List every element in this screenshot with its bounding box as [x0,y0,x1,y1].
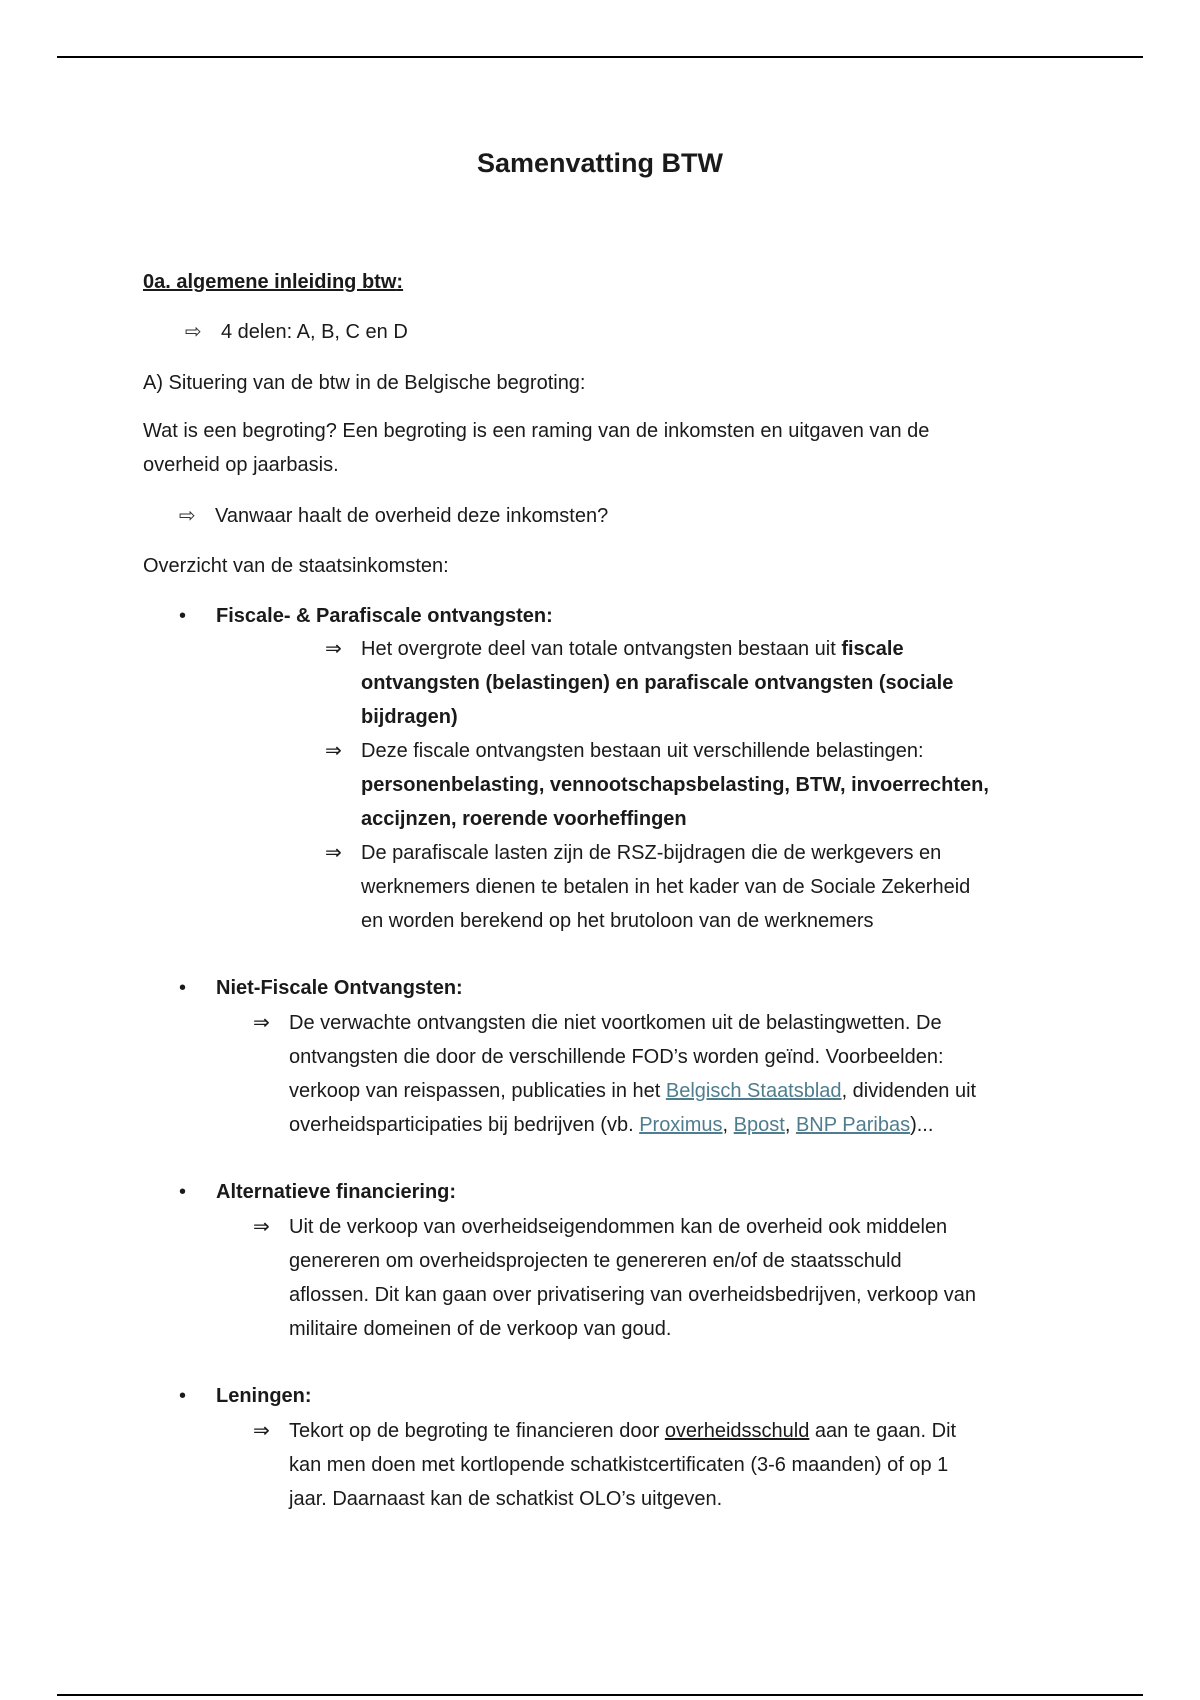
alternative-line-1: Uit de verkoop van overheidseigendommen kan de overheid ook middelen [289,1216,948,1238]
nonfiscal-line-3-b: , dividenden uit [841,1080,977,1102]
separator: , [722,1114,734,1136]
bullet-loans-title: Leningen: [216,1385,312,1407]
loans-line-1-a: Tekort op de begroting te financieren door [289,1420,665,1442]
nonfiscal-line-3 [289,1074,976,1108]
fiscal-sub-2-line-2: personenbelasting, vennootschapsbelasting, BTW, invoerrechten, [361,774,989,796]
link-bnp-paribas[interactable]: BNP Paribas [795,1114,911,1136]
bullet-fiscal [179,599,553,633]
fiscal-sub-1-line-2: ontvangsten (belastingen) en parafiscale ontvangsten (sociale [361,672,954,694]
alternative-line-4: militaire domeinen of de verkoop van goud. [289,1318,672,1340]
bullet-icon: • [179,605,187,627]
nonfiscal-line-4-end: )... [910,1114,934,1136]
double-arrow-icon: ⇒ [325,842,342,864]
bullet-fiscal-title: Fiscale- & Parafiscale ontvangsten: [216,605,553,627]
link-belgisch-staatsblad[interactable]: Belgisch Staatsblad [665,1080,842,1102]
nonfiscal-line-4 [289,1108,976,1142]
overview-label: Overzicht van de staatsinkomsten: [143,555,449,577]
bullet-nonfiscal [179,971,463,1005]
page-title: Samenvatting BTW [476,148,724,178]
overheidsschuld-underlined: overheidsschuld [664,1420,810,1442]
nonfiscal-line-3-a: verkoop van reispassen, publicaties in het [289,1080,666,1102]
fiscal-sub-1 [325,632,954,734]
double-arrow-icon: ⇒ [253,1012,270,1034]
link-proximus[interactable]: Proximus [639,1114,723,1136]
double-arrow-icon: ⇒ [253,1216,270,1238]
fiscal-sub-2 [325,734,989,836]
loans-line-3: jaar. Daarnaast kan de schatkist OLO’s uitgeven. [289,1488,723,1510]
bullet-nonfiscal-title: Niet-Fiscale Ontvangsten: [216,977,463,999]
bullet-icon: • [179,1181,187,1203]
alternative-sub [253,1210,977,1346]
loans-line-1-b: aan te gaan. Dit [809,1420,957,1442]
outline-arrow-icon: ⇨ [185,321,202,343]
top-rule [57,56,1143,58]
nonfiscal-line-1: De verwachte ontvangsten die niet voortkomen uit de belastingwetten. De [289,1012,942,1034]
bullet-alternative-title: Alternatieve financiering: [216,1181,457,1203]
fiscal-sub-3-line-2: werknemers dienen te betalen in het kader van de Sociale Zekerheid [361,876,971,898]
intro-arrow-item [185,315,408,349]
bullet-icon: • [179,1385,187,1407]
fiscal-sub-1-line-1 [361,632,953,666]
outline-arrow-icon: ⇨ [179,505,196,527]
fiscal-sub-3 [325,836,971,938]
bullet-alternative [179,1175,457,1209]
separator: , [784,1114,796,1136]
heading-text: 0a. algemene inleiding btw [143,271,397,293]
alternative-line-3: aflossen. Dit kan gaan over privatisering van overheidsbedrijven, verkoop van [289,1284,977,1306]
heading-colon: : [396,271,404,293]
fiscal-sub-1-text: Het overgrote deel van totale ontvangsten bestaan uit [361,638,842,660]
fiscal-sub-1-bold: fiscale [841,638,904,660]
intro-arrow-text: 4 delen: A, B, C en D [221,321,408,343]
fiscal-sub-1-line-3: bijdragen) [361,706,458,728]
begroting-line-2: overheid op jaarbasis. [143,454,339,476]
question-arrow-text: Vanwaar haalt de overheid deze inkomsten? [215,505,609,527]
bullet-icon: • [179,977,187,999]
begroting-line-1: Wat is een begroting? Een begroting is een raming van de inkomsten en uitgaven van de [143,420,930,442]
alternative-line-2: genereren om overheidsprojecten te genereren en/of de staatsschuld [289,1250,902,1272]
double-arrow-icon: ⇒ [325,740,342,762]
fiscal-sub-3-line-3: en worden berekend op het brutoloon van de werknemers [361,910,874,932]
fiscal-sub-2-line-3: accijnzen, roerende voorheffingen [361,808,687,830]
loans-line-2: kan men doen met kortlopende schatkistcertificaten (3-6 maanden) of op 1 [289,1454,949,1476]
nonfiscal-sub [253,1006,977,1142]
nonfiscal-line-2: ontvangsten die door de verschillende FOD’s worden geïnd. Voorbeelden: [289,1046,944,1068]
fiscal-sub-2-line-1: Deze fiscale ontvangsten bestaan uit verschillende belastingen: [361,740,924,762]
double-arrow-icon: ⇒ [325,638,342,660]
loans-line-1 [289,1414,956,1448]
bullet-loans [179,1379,312,1413]
bottom-rule [57,1694,1143,1696]
section-heading [143,265,403,299]
section-a-title: A) Situering van de btw in de Belgische begroting: [143,372,586,394]
fiscal-sub-3-line-1: De parafiscale lasten zijn de RSZ-bijdragen die de werkgevers en [361,842,942,864]
loans-sub [253,1414,957,1516]
link-bpost[interactable]: Bpost [733,1114,785,1136]
nonfiscal-line-4-a: overheidsparticipaties bij bedrijven (vb. [289,1114,640,1136]
question-arrow-item [179,499,608,533]
double-arrow-icon: ⇒ [253,1420,270,1442]
